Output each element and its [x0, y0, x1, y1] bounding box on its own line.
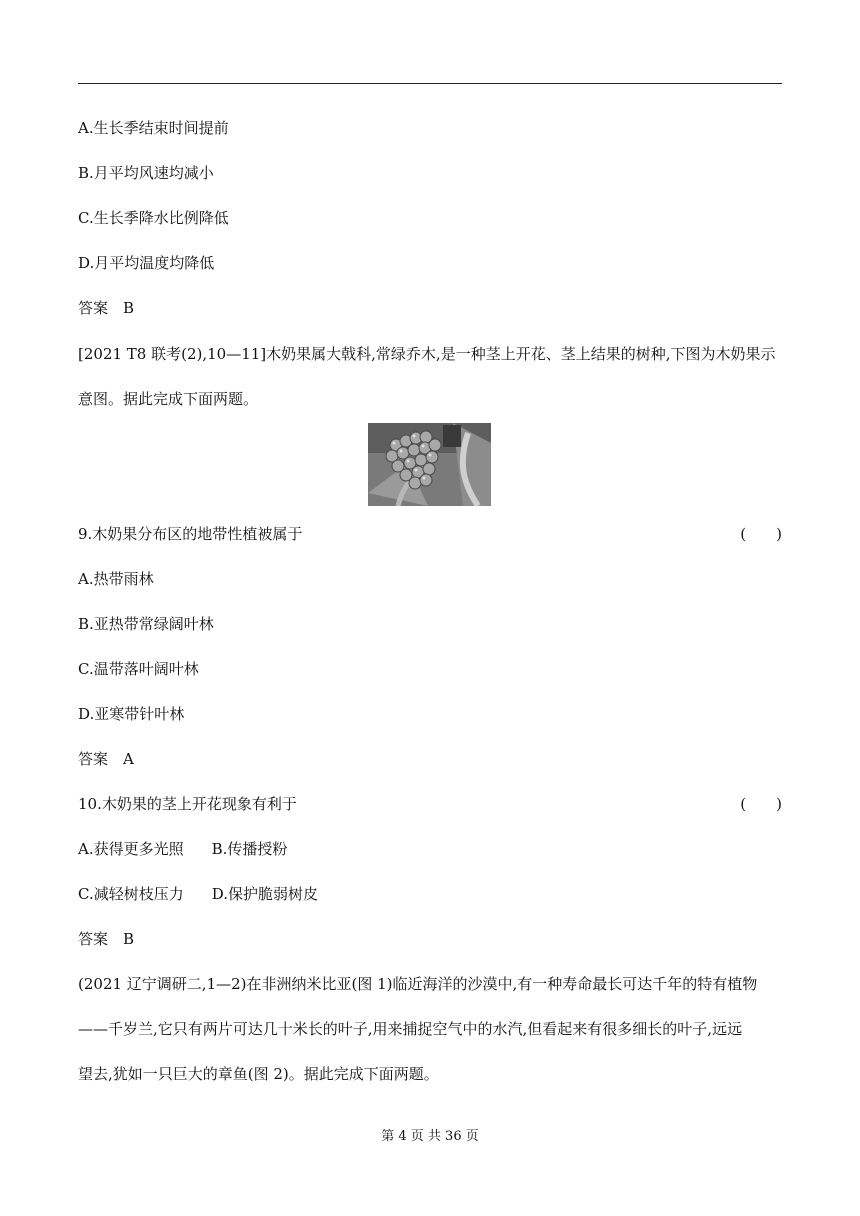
intro-paragraph-1-line-2: 意图。据此完成下面两题。: [78, 390, 259, 408]
intro-paragraph-2-line-3: 望去,犹如一只巨大的章鱼(图 2)。据此完成下面两题。: [78, 1065, 439, 1083]
q9-option-d: D.亚寒带针叶林: [78, 705, 185, 723]
q9-stem: 9.木奶果分布区的地带性植被属于: [78, 525, 303, 543]
q9-option-c: C.温带落叶阔叶林: [78, 660, 199, 678]
page-number: 第 4 页 共 36 页: [381, 1129, 479, 1144]
q9-option-a: A.热带雨林: [78, 570, 154, 588]
intro-paragraph-1-line-1: [2021 T8 联考(2),10—11]木奶果属大戟科,常绿乔木,是一种茎上开花、茎上结果的树种,下图为木奶果示: [78, 345, 776, 363]
q9-answer: 答案 A: [78, 750, 134, 768]
q10-stem: 10.木奶果的茎上开花现象有利于: [78, 795, 297, 813]
fruit-photo-illustration: [368, 423, 491, 506]
q9-answer-bracket: ( ): [740, 525, 782, 543]
q10-options-row-1: [78, 839, 287, 859]
q8-answer: 答案 B: [78, 299, 135, 317]
q10-answer-bracket: ( ): [740, 795, 782, 813]
q9-option-b: B.亚热带常绿阔叶林: [78, 615, 214, 633]
q8-option-a: A.生长季结束时间提前: [78, 119, 229, 137]
header-rule: [78, 83, 782, 84]
q10-answer: 答案 B: [78, 930, 135, 948]
intro-paragraph-2-line-1: (2021 辽宁调研二,1—2)在非洲纳米比亚(图 1)临近海洋的沙漠中,有一种寿命最长可达千年的特有植物: [78, 975, 758, 993]
q8-option-c: C.生长季降水比例降低: [78, 209, 229, 227]
q10-option-d: D.保护脆弱树皮: [211, 885, 318, 903]
q10-option-c: C.减轻树枝压力: [78, 885, 184, 903]
q10-option-b: B.传播授粉: [211, 840, 288, 858]
q10-options-row-2: [78, 884, 318, 904]
fruit-photo: [368, 423, 491, 506]
q8-option-b: B.月平均风速均减小: [78, 164, 214, 182]
q10-option-a: A.获得更多光照: [78, 840, 184, 858]
q8-option-d: D.月平均温度均降低: [78, 254, 215, 272]
intro-paragraph-2-line-2: ——千岁兰,它只有两片可达几十米长的叶子,用来捕捉空气中的水汽,但看起来有很多细长的叶子,远远: [78, 1020, 743, 1038]
